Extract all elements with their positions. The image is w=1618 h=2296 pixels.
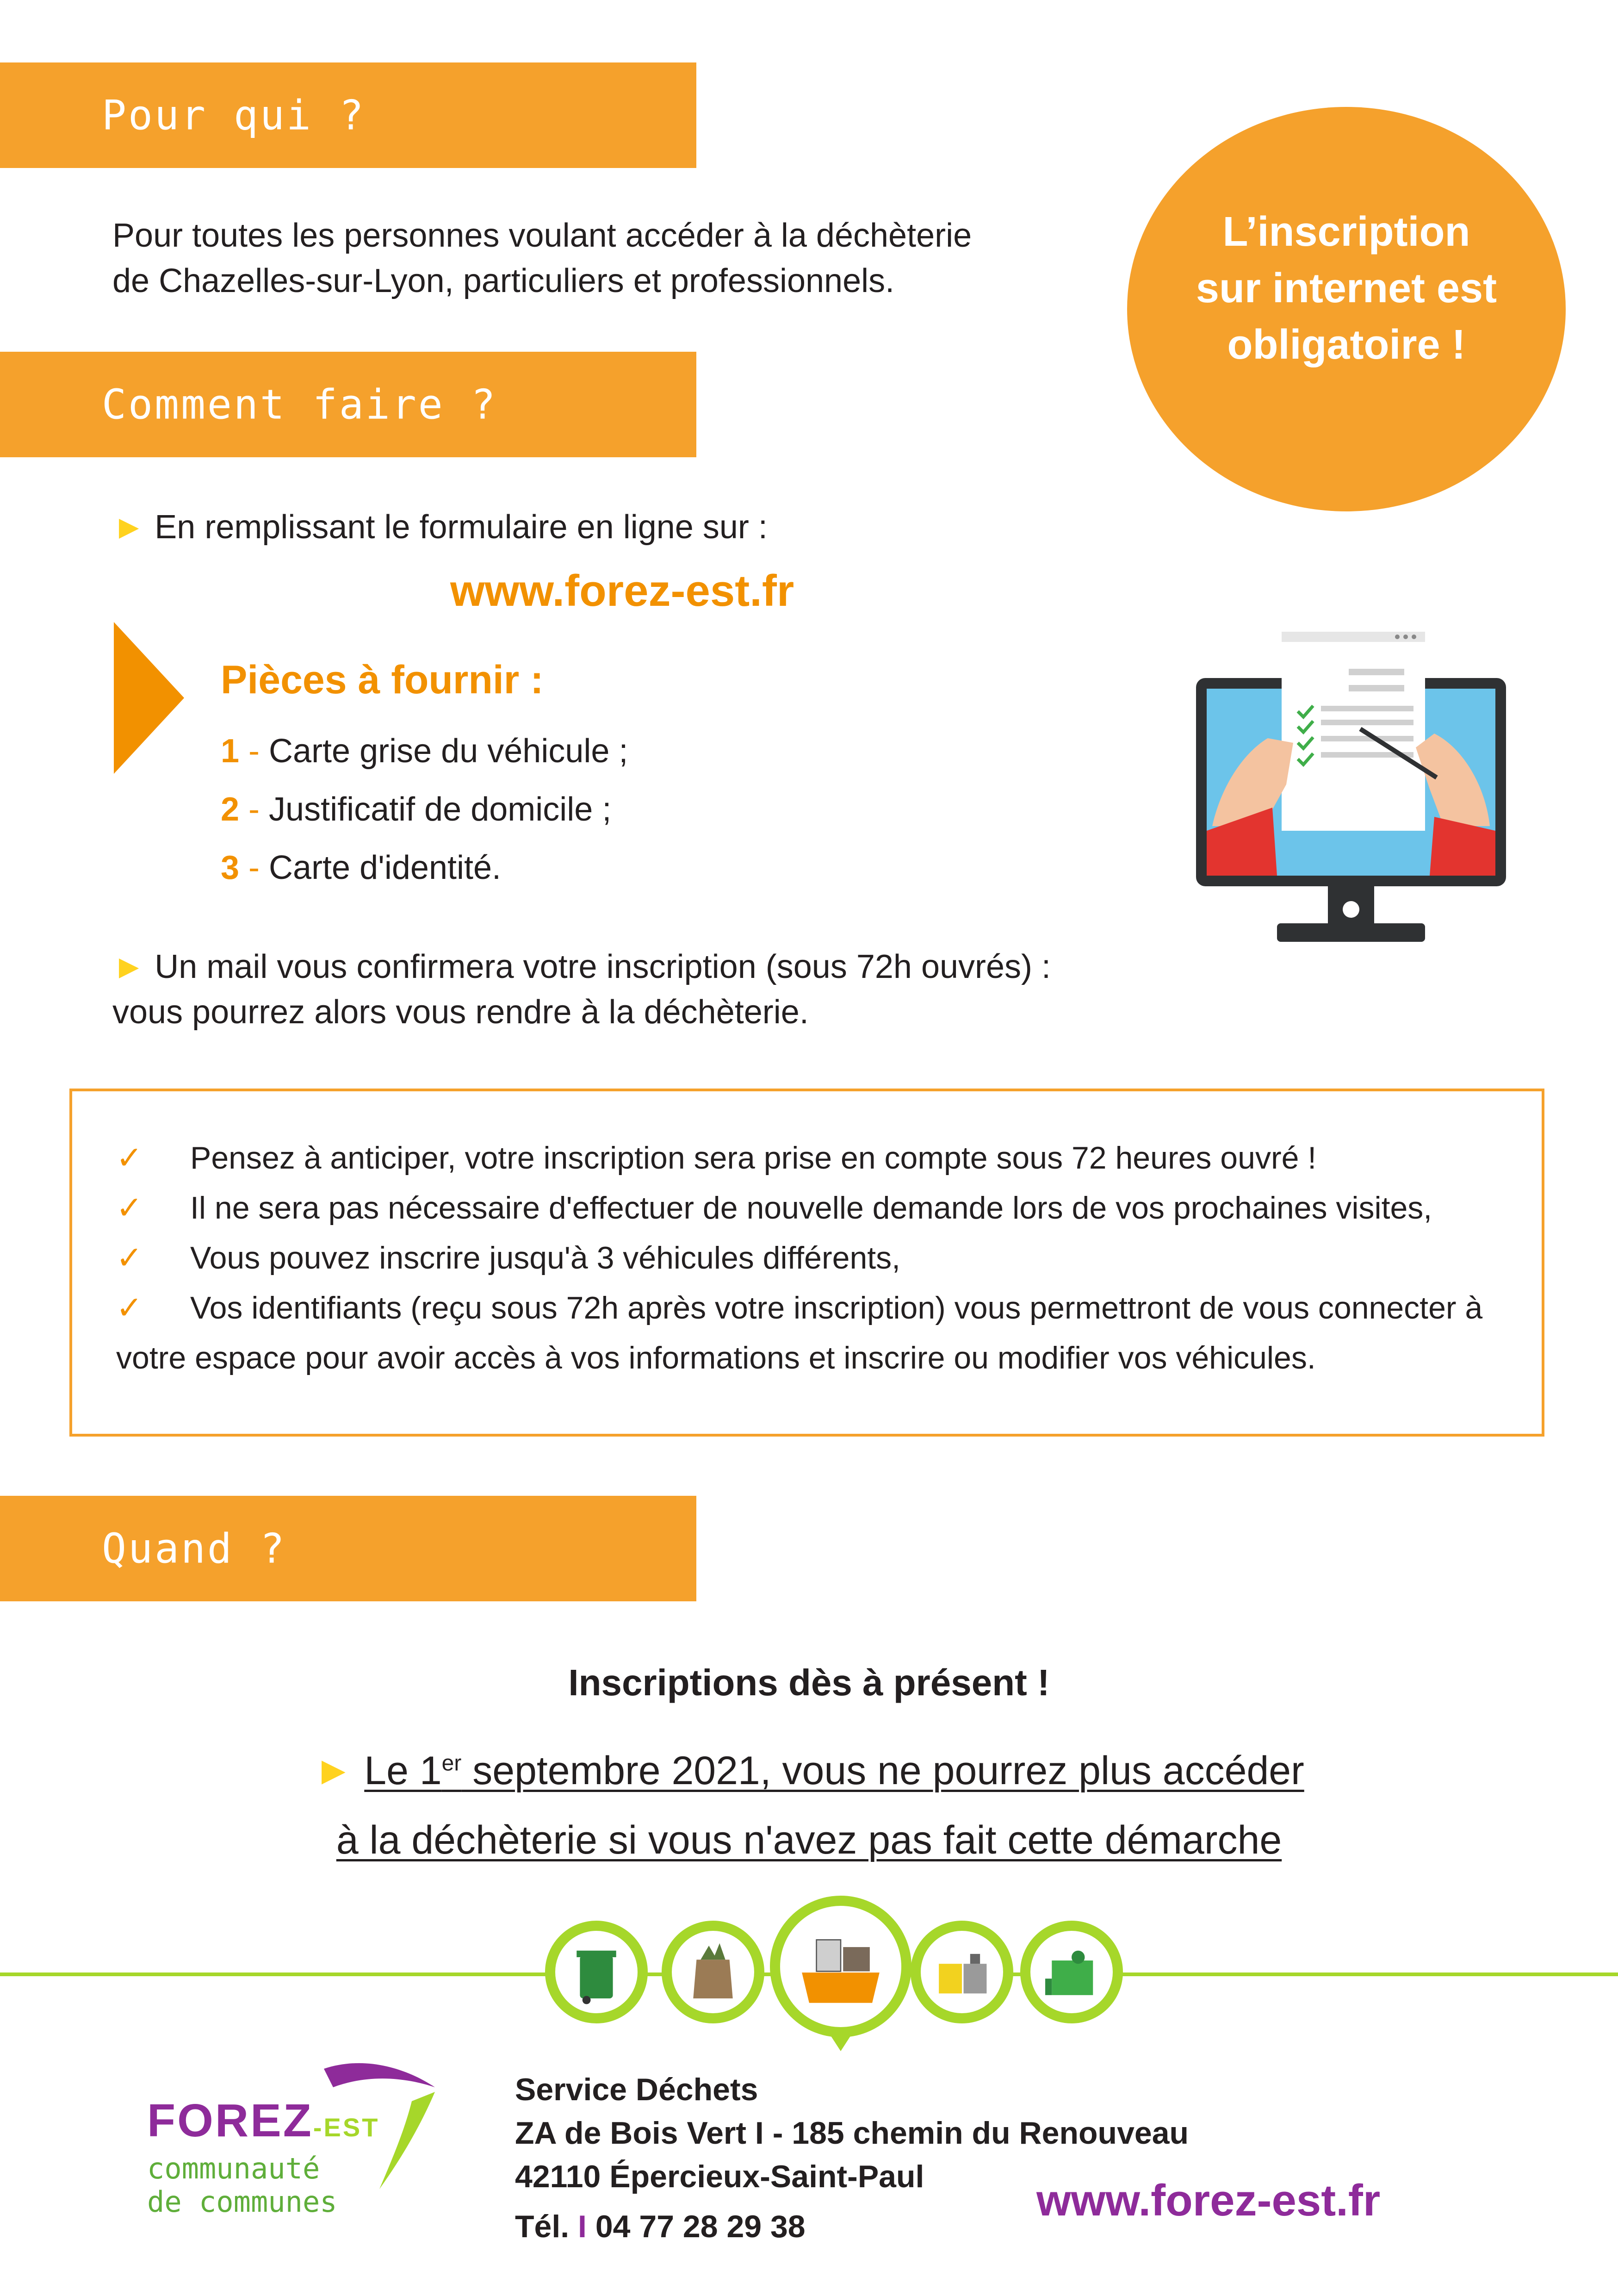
document-number: 3	[221, 849, 240, 886]
document-label: Justificatif de domicile ;	[269, 791, 612, 828]
pointer-icon	[831, 2035, 851, 2051]
bulky-waste-circle	[770, 1896, 911, 2037]
compost-bag-circle	[662, 1921, 764, 2023]
logo-tagline	[147, 2152, 337, 2219]
note-text: Vos identifiants (reçu sous 72h après votre inscription) vous permettront de vous connecter à	[190, 1290, 1483, 1325]
logo-brand	[147, 2094, 379, 2147]
address-line: 42110 Épercieux-Saint-Paul	[515, 2159, 924, 2194]
logo-brand-suffix: -EST	[313, 2113, 380, 2142]
pour-qui-text	[112, 213, 1130, 304]
document-label: Carte grise du véhicule ;	[269, 733, 628, 770]
green-bin-icon	[555, 1931, 638, 2013]
note-text: votre espace pour avoir accès à vos informations et inscrire ou modifier vos véhicules.	[116, 1340, 1316, 1375]
section-banner-comment-faire	[0, 352, 696, 457]
note-item	[116, 1183, 1513, 1233]
section-banner-quand	[0, 1496, 696, 1601]
badge-line: obligatoire !	[1227, 322, 1466, 368]
phone-separator: I	[578, 2209, 587, 2244]
confirmation-line: vous pourrez alors vous rendre à la déchèterie.	[112, 994, 809, 1031]
badge-line: L’inscription	[1222, 209, 1470, 255]
document-number: 1	[221, 733, 240, 770]
confirmation-text	[112, 944, 1315, 1035]
quand-headline: Inscriptions dès à présent !	[568, 1662, 1050, 1703]
document-item	[221, 780, 628, 839]
note-item	[116, 1233, 1513, 1283]
triangle-arrow-icon	[114, 622, 184, 774]
mandatory-inscription-badge	[1127, 107, 1566, 511]
deadline-line-text: à la déchèterie si vous n'avez pas fait cette démarche	[336, 1817, 1282, 1862]
note-text: Vous pouvez inscrire jusqu'à 3 véhicules différents,	[190, 1240, 901, 1276]
documents-list	[221, 722, 628, 897]
confirmation-line	[112, 944, 1315, 989]
badge-line: sur internet est	[1196, 265, 1497, 311]
form-instruction	[112, 504, 768, 550]
confirmation-line-text: Un mail vous confirmera votre inscription (sous 72h ouvrés) :	[155, 948, 1051, 985]
recycling-circle	[911, 1921, 1013, 2023]
online-form-illustration	[1194, 632, 1508, 956]
notes-box	[69, 1089, 1544, 1437]
green-bin-circle	[545, 1921, 648, 2023]
section-title: Comment faire ?	[102, 380, 497, 429]
bullet-arrow-icon: ►	[112, 948, 146, 985]
checkmark-icon: ✓	[116, 1290, 143, 1325]
checkmark-icon: ✓	[116, 1140, 143, 1176]
skip-container-icon	[780, 1906, 901, 2027]
address-line: ZA de Bois Vert I - 185 chemin du Renouveau	[515, 2116, 1189, 2151]
document-item	[221, 839, 628, 897]
note-text: Pensez à anticiper, votre inscription sera prise en compte sous 72 heures ouvré !	[190, 1140, 1317, 1176]
section-title: Quand ?	[102, 1524, 286, 1573]
deadline-line	[0, 1729, 1618, 1805]
deadline-superscript: er	[441, 1751, 462, 1775]
document-label: Carte d'identité.	[269, 849, 502, 886]
website-link[interactable]: www.forez-est.fr	[450, 566, 794, 616]
logo-brand-name: FOREZ	[147, 2095, 313, 2147]
recycling-containers-icon	[921, 1931, 1003, 2013]
document-separator: -	[239, 733, 269, 770]
phone-number[interactable]: 04 77 28 29 38	[595, 2209, 806, 2244]
deadline-part: Le 1	[364, 1748, 442, 1793]
notes-list	[116, 1133, 1513, 1383]
document-number: 2	[221, 791, 240, 828]
note-item	[116, 1133, 1513, 1183]
bullet-arrow-icon: ►	[112, 509, 146, 546]
deadline-line	[0, 1805, 1618, 1875]
documents-title: Pièces à fournir :	[221, 658, 544, 702]
form-instruction-text: En remplissant le formulaire en ligne sur :	[155, 509, 768, 546]
glass-container-circle	[1020, 1921, 1123, 2023]
bullet-arrow-icon: ►	[314, 1748, 353, 1793]
section-title: Pour qui ?	[102, 91, 366, 139]
section-banner-pour-qui	[0, 62, 696, 168]
checkmark-icon: ✓	[116, 1240, 143, 1276]
service-name: Service Déchets	[515, 2072, 758, 2107]
logo-line: de communes	[147, 2185, 337, 2219]
checkmark-icon: ✓	[116, 1190, 143, 1226]
note-item	[116, 1283, 1513, 1333]
glass-container-icon	[1030, 1931, 1113, 2013]
document-separator: -	[239, 849, 269, 886]
logo-line: communauté	[147, 2152, 320, 2185]
pour-qui-line: Pour toutes les personnes voulant accéder à la déchèterie	[112, 217, 972, 254]
document-item	[221, 722, 628, 780]
phone-label: Tél.	[515, 2209, 570, 2244]
document-separator: -	[239, 791, 269, 828]
deadline-text	[0, 1729, 1618, 1875]
note-text: Il ne sera pas nécessaire d'effectuer de nouvelle demande lors de vos prochaines visites,	[190, 1190, 1432, 1226]
compost-bag-icon	[672, 1931, 754, 2013]
pour-qui-line: de Chazelles-sur-Lyon, particuliers et professionnels.	[112, 262, 895, 299]
deadline-part: septembre 2021, vous ne pourrez plus accéder	[461, 1748, 1304, 1793]
footer-website-link[interactable]: www.forez-est.fr	[1036, 2176, 1381, 2225]
